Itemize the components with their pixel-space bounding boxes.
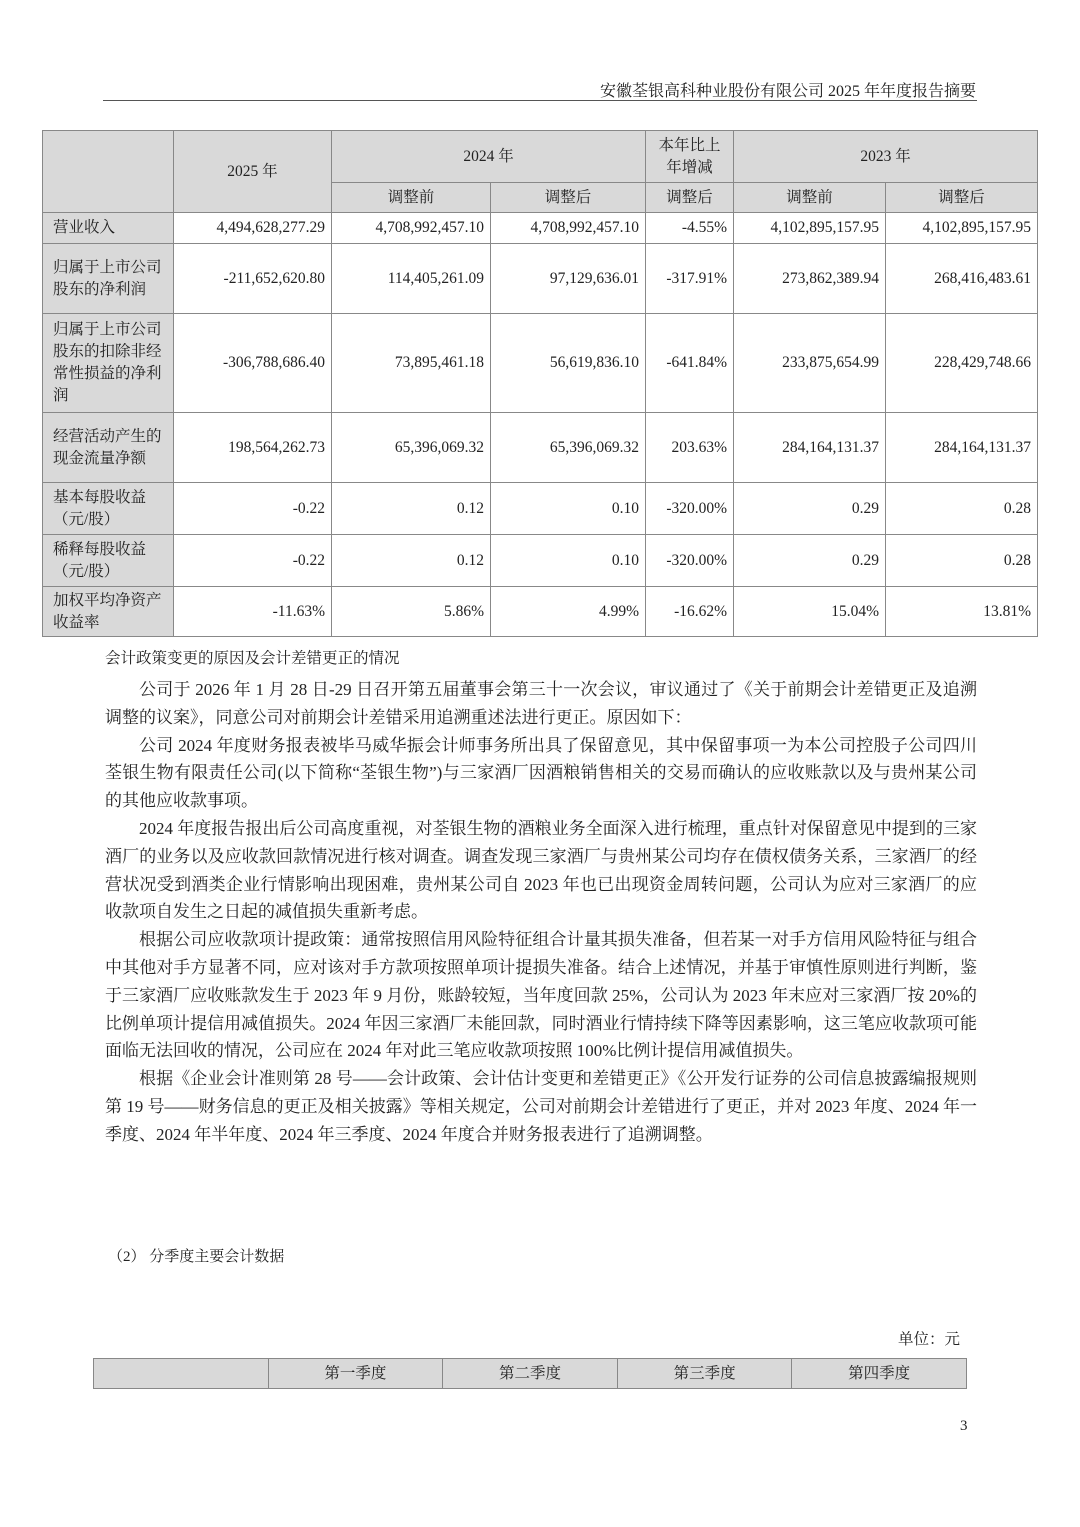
table-cell: 4,494,628,277.29 bbox=[174, 213, 332, 244]
q-header-q4: 第四季度 bbox=[792, 1359, 967, 1389]
header-2023: 2023 年 bbox=[734, 131, 1038, 183]
table-cell: -11.63% bbox=[174, 587, 332, 637]
row-label: 经营活动产生的现金流量净额 bbox=[43, 413, 174, 483]
table-cell: 198,564,262.73 bbox=[174, 413, 332, 483]
table-cell: -211,652,620.80 bbox=[174, 244, 332, 314]
header-change: 本年比上年增减 bbox=[646, 131, 734, 183]
row-label: 归属于上市公司股东的净利润 bbox=[43, 244, 174, 314]
q-header-q3: 第三季度 bbox=[617, 1359, 792, 1389]
table-cell: 4,102,895,157.95 bbox=[886, 213, 1038, 244]
row-label: 营业收入 bbox=[43, 213, 174, 244]
table-cell: 228,429,748.66 bbox=[886, 314, 1038, 413]
table-row bbox=[43, 314, 1038, 413]
row-label: 加权平均净资产收益率 bbox=[43, 587, 174, 637]
table-cell: -0.22 bbox=[174, 483, 332, 535]
body-text bbox=[105, 676, 977, 1149]
unit-label: 单位：元 bbox=[897, 1331, 960, 1348]
table-cell: -317.91% bbox=[646, 244, 734, 314]
table-cell: 203.63% bbox=[646, 413, 734, 483]
row-label: 基本每股收益（元/股） bbox=[43, 483, 174, 535]
table-cell: 0.10 bbox=[491, 535, 646, 587]
header-change-after: 调整后 bbox=[646, 183, 734, 213]
table-cell: 284,164,131.37 bbox=[886, 413, 1038, 483]
table-cell: -320.00% bbox=[646, 483, 734, 535]
table-cell: -641.84% bbox=[646, 314, 734, 413]
table-cell: 233,875,654.99 bbox=[734, 314, 886, 413]
page-header: 安徽荃银高科种业股份有限公司 2025 年年度报告摘要 bbox=[599, 83, 976, 100]
table-cell: 4,708,992,457.10 bbox=[491, 213, 646, 244]
header-divider bbox=[103, 100, 977, 101]
table-cell: 268,416,483.61 bbox=[886, 244, 1038, 314]
row-label: 稀释每股收益（元/股） bbox=[43, 535, 174, 587]
table-row bbox=[43, 587, 1038, 637]
paragraph: 公司 2024 年度财务报表被毕马威华振会计师事务所出具了保留意见，其中保留事项一为本公司控股子公司四川荃银生物有限责任公司(以下简称“荃银生物”)与三家酒厂因酒粮销售相关的交易而确认的应收账款以及与贵州某公司的其他应收款事项。 bbox=[105, 735, 977, 811]
table-cell: 13.81% bbox=[886, 587, 1038, 637]
header-2024: 2024 年 bbox=[332, 131, 646, 183]
key-financial-table bbox=[42, 130, 1038, 637]
table-cell: 114,405,261.09 bbox=[332, 244, 491, 314]
table-cell: 273,862,389.94 bbox=[734, 244, 886, 314]
q-header-blank bbox=[94, 1359, 269, 1389]
header-blank bbox=[43, 131, 174, 213]
table-cell: 0.29 bbox=[734, 483, 886, 535]
table-cell: 4.99% bbox=[491, 587, 646, 637]
table-cell: 0.29 bbox=[734, 535, 886, 587]
table-cell: 5.86% bbox=[332, 587, 491, 637]
row-label: 归属于上市公司股东的扣除非经常性损益的净利润 bbox=[43, 314, 174, 413]
table-cell: 4,102,895,157.95 bbox=[734, 213, 886, 244]
table-cell: 4,708,992,457.10 bbox=[332, 213, 491, 244]
table-cell: -4.55% bbox=[646, 213, 734, 244]
q-header-q2: 第二季度 bbox=[443, 1359, 618, 1389]
table-cell: 56,619,836.10 bbox=[491, 314, 646, 413]
table-row bbox=[43, 483, 1038, 535]
table-cell: 0.12 bbox=[332, 483, 491, 535]
header-2025: 2025 年 bbox=[174, 131, 332, 213]
paragraph: 根据《企业会计准则第 28 号——会计政策、会计估计变更和差错更正》《公开发行证券的公司信息披露编报规则第 19 号——财务信息的更正及相关披露》等相关规定，公司对前期会计差错进行了更正，并对 2023 年度、2024 年一季度、2024 年半年度、2024 年三季度、2024 年度合并财务报表进行了追溯调整。 bbox=[105, 1069, 977, 1144]
header-2024-before: 调整前 bbox=[332, 183, 491, 213]
table-row bbox=[43, 535, 1038, 587]
table-cell: -16.62% bbox=[646, 587, 734, 637]
table-cell: 65,396,069.32 bbox=[491, 413, 646, 483]
q-header-q1: 第一季度 bbox=[268, 1359, 443, 1389]
table-cell: 65,396,069.32 bbox=[332, 413, 491, 483]
table-cell: -306,788,686.40 bbox=[174, 314, 332, 413]
table-cell: 0.28 bbox=[886, 483, 1038, 535]
paragraph: 公司于 2026 年 1 月 28 日-29 日召开第五届董事会第三十一次会议，审议通过了《关于前期会计差错更正及追溯调整的议案》，同意公司对前期会计差错采用追溯重述法进行更正。原因如下： bbox=[105, 680, 977, 727]
header-2023-after: 调整后 bbox=[886, 183, 1038, 213]
table-cell: 0.10 bbox=[491, 483, 646, 535]
table-row bbox=[43, 213, 1038, 244]
subsection-title: （2） 分季度主要会计数据 bbox=[108, 1249, 285, 1265]
table-cell: 73,895,461.18 bbox=[332, 314, 491, 413]
table-cell: 0.12 bbox=[332, 535, 491, 587]
header-2023-before: 调整前 bbox=[734, 183, 886, 213]
page-number: 3 bbox=[960, 1418, 968, 1434]
table-cell: 0.28 bbox=[886, 535, 1038, 587]
section-title: 会计政策变更的原因及会计差错更正的情况 bbox=[105, 650, 400, 667]
table-row bbox=[43, 244, 1038, 314]
table-cell: 15.04% bbox=[734, 587, 886, 637]
table-cell: 97,129,636.01 bbox=[491, 244, 646, 314]
table-cell: -0.22 bbox=[174, 535, 332, 587]
table-cell: -320.00% bbox=[646, 535, 734, 587]
paragraph: 根据公司应收款项计提政策：通常按照信用风险特征组合计量其损失准备，但若某一对手方信用风险特征与组合中其他对手方显著不同，应对该对手方款项按照单项计提损失准备。结合上述情况，并基于审慎性原则进行判断，鉴于三家酒厂应收账款发生于 2023 年 9 月份，账龄较短，当年度回款 25%，公司认为 2023 年末应对三家酒厂按 20%的比例单项计提信用减值损失。2024 年因三家酒厂未能回款，同时酒业行情持续下降等因素影响，这三笔应收款项可能面临无法回收的情况，公司应在 2024 年对此三笔应收款项按照 100%比例计提信用减值损失。 bbox=[105, 930, 977, 1061]
quarterly-table bbox=[93, 1358, 967, 1389]
header-2024-after: 调整后 bbox=[491, 183, 646, 213]
table-row bbox=[43, 413, 1038, 483]
paragraph: 2024 年度报告报出后公司高度重视，对荃银生物的酒粮业务全面深入进行梳理，重点针对保留意见中提到的三家酒厂的业务以及应收款回款情况进行核对调查。调查发现三家酒厂与贵州某公司均存在债权债务关系，三家酒厂的经营状况受到酒类企业行情影响出现困难，贵州某公司自 2023 年也已出现资金周转问题，公司认为应对三家酒厂的应收款项自发生之日起的减值损失重新考虑。 bbox=[105, 818, 977, 922]
table-cell: 284,164,131.37 bbox=[734, 413, 886, 483]
